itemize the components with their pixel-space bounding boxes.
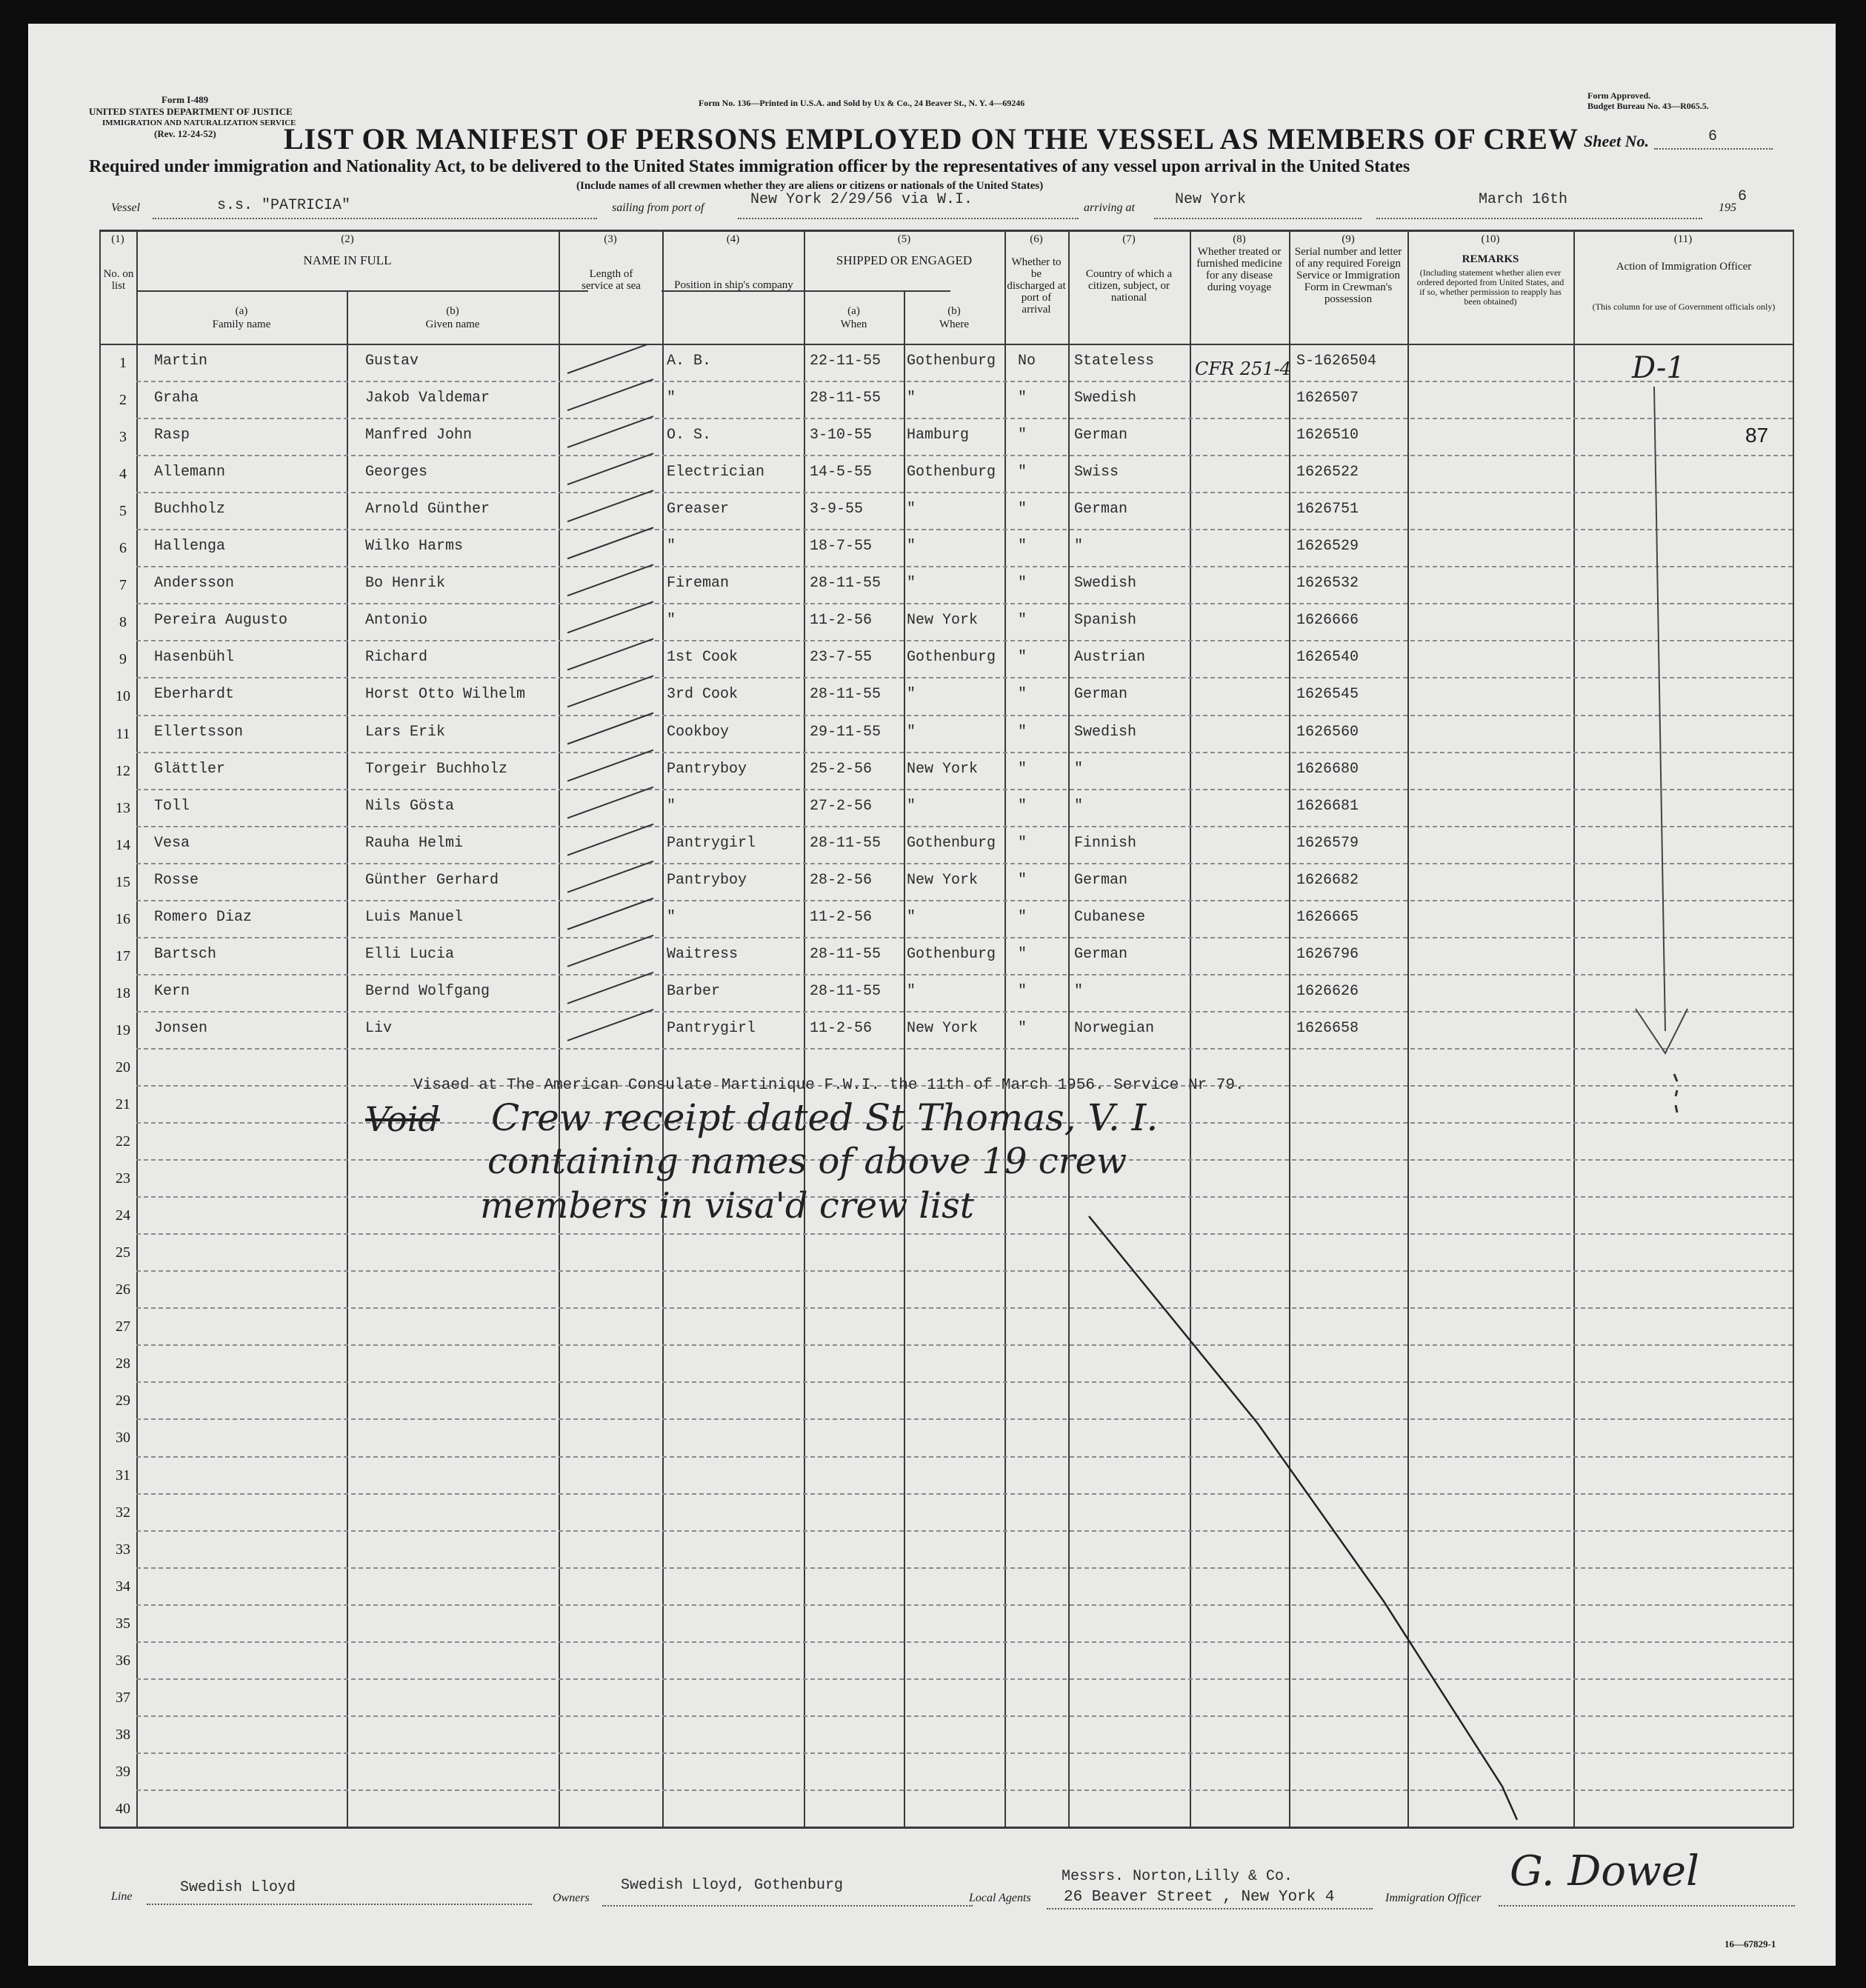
crew-discharged: " — [1018, 1019, 1027, 1037]
form-number: Form I-489 — [161, 94, 209, 105]
crew-when: 28-2-56 — [810, 871, 873, 889]
row-number: 24 — [116, 1207, 130, 1224]
row-number: 27 — [116, 1318, 130, 1335]
crew-given: Günther Gerhard — [365, 871, 499, 889]
crew-family: Kern — [154, 982, 190, 1000]
crew-serial: 1626507 — [1296, 390, 1359, 407]
crew-country: Austrian — [1074, 649, 1146, 667]
crew-when: 18-7-55 — [810, 538, 873, 556]
crew-serial: 1626666 — [1296, 612, 1359, 630]
crew-when: 11-2-56 — [810, 1019, 873, 1037]
row-number: 19 — [116, 1021, 130, 1038]
crew-family: Pereira Augusto — [154, 612, 288, 630]
form-revision: (Rev. 12-24-52) — [154, 128, 216, 139]
crew-serial: 1626540 — [1296, 649, 1359, 667]
crew-when: 11-2-56 — [810, 612, 873, 630]
crew-country: " — [1074, 982, 1084, 1000]
crew-country: German — [1074, 427, 1128, 444]
col-header-where-sub: (b) — [947, 305, 961, 317]
crew-position: Pantryboy — [667, 871, 747, 889]
crew-position: Barber — [667, 982, 721, 1000]
crew-family: Romero Diaz — [154, 908, 253, 926]
crew-serial: 1626510 — [1296, 427, 1359, 444]
crew-given: Nils Gösta — [365, 797, 455, 815]
crew-serial: 1626522 — [1296, 464, 1359, 481]
crew-discharged: " — [1018, 834, 1027, 852]
row-number: 15 — [116, 873, 130, 890]
row-number: 7 — [119, 577, 127, 594]
crew-discharged: " — [1018, 612, 1027, 630]
crew-position: O. S. — [667, 427, 712, 444]
row-number: 34 — [116, 1578, 130, 1595]
arriving-label: arriving at — [1084, 201, 1135, 214]
row-number: 14 — [116, 836, 130, 853]
row-number: 37 — [116, 1689, 130, 1706]
crew-family: Ellertsson — [154, 723, 244, 741]
line-value: Swedish Lloyd — [180, 1879, 296, 1896]
crew-serial: 1626545 — [1296, 686, 1359, 704]
crew-position: Pantrygirl — [667, 834, 756, 852]
row-number: 16 — [116, 910, 130, 927]
crew-position: Pantryboy — [667, 760, 747, 778]
col-header-when: When — [840, 318, 867, 330]
crew-where: Gothenburg — [907, 834, 996, 852]
col-number-3: (3) — [604, 233, 617, 245]
crew-given: Liv — [365, 1019, 393, 1037]
service: IMMIGRATION AND NATURALIZATION SERVICE — [102, 119, 296, 127]
crew-discharged: " — [1018, 686, 1027, 704]
row-number: 6 — [119, 540, 127, 557]
crew-country: Swiss — [1074, 464, 1119, 481]
officer-signature: G. Dowel — [1510, 1847, 1699, 1895]
crew-where: " — [907, 982, 916, 1000]
col-number-11: (11) — [1673, 233, 1693, 245]
crew-serial: 1626796 — [1296, 945, 1359, 963]
form-note: (Include names of all crewmen whether they are aliens or citizens or nationals of the United States) — [576, 180, 1044, 192]
col-header-length: Length of service at sea — [582, 268, 641, 292]
crew-discharged: " — [1018, 538, 1027, 556]
col-header-position: Position in ship's company — [674, 279, 793, 291]
crew-given: Horst Otto Wilhelm — [365, 686, 526, 704]
crew-position: " — [667, 612, 676, 630]
row-number: 12 — [116, 762, 130, 779]
crew-country: Stateless — [1074, 353, 1155, 370]
crew-family: Hasenbühl — [154, 649, 235, 667]
crew-given: Gustav — [365, 353, 419, 370]
crew-serial: 1626560 — [1296, 723, 1359, 741]
crew-given: Jakob Valdemar — [365, 390, 490, 407]
crew-serial: 1626658 — [1296, 1019, 1359, 1037]
crew-country: Cubanese — [1074, 908, 1146, 926]
sheet-label: Sheet No. — [1584, 132, 1649, 150]
row-number: 35 — [116, 1615, 130, 1632]
crew-country: German — [1074, 501, 1128, 518]
crew-discharged: " — [1018, 649, 1027, 667]
crew-family: Vesa — [154, 834, 190, 852]
crew-position: Pantrygirl — [667, 1019, 756, 1037]
crew-serial: 1626529 — [1296, 538, 1359, 556]
vessel-name: s.s. "PATRICIA" — [217, 197, 351, 214]
row-number: 31 — [116, 1467, 130, 1484]
action-annotation: D-1 — [1632, 351, 1685, 385]
row-number: 10 — [116, 688, 130, 705]
row-number: 33 — [116, 1541, 130, 1558]
crew-where: New York — [907, 612, 979, 630]
crew-discharged: " — [1018, 390, 1027, 407]
col-header-given-sub: (b) — [446, 305, 459, 317]
sheet-number: 6 — [1708, 128, 1718, 145]
form-approved: Form Approved. — [1587, 90, 1651, 101]
crew-discharged: " — [1018, 575, 1027, 593]
crew-family: Graha — [154, 390, 199, 407]
crew-serial: 1626680 — [1296, 760, 1359, 778]
row-number: 29 — [116, 1392, 130, 1410]
crew-when: 3-10-55 — [810, 427, 873, 444]
crew-family: Jonsen — [154, 1019, 208, 1037]
crew-where: " — [907, 797, 916, 815]
crew-when: 28-11-55 — [810, 945, 882, 963]
crew-country: Swedish — [1074, 575, 1137, 593]
col-number-4: (4) — [726, 233, 740, 245]
crew-discharged: " — [1018, 501, 1027, 518]
col-header-action: Action of Immigration Officer — [1616, 261, 1752, 273]
department: UNITED STATES DEPARTMENT OF JUSTICE — [89, 106, 293, 117]
col-number-1: (1) — [111, 233, 124, 245]
crew-when: 29-11-55 — [810, 723, 882, 741]
crew-position: 3rd Cook — [667, 686, 739, 704]
crew-position: Greaser — [667, 501, 730, 518]
pen-marks — [28, 24, 1836, 1966]
col-number-6: (6) — [1030, 233, 1043, 245]
crew-country: Spanish — [1074, 612, 1137, 630]
col-header-when-sub: (a) — [847, 305, 860, 317]
row-number: 40 — [116, 1800, 130, 1817]
crew-given: Richard — [365, 649, 428, 667]
crew-country: " — [1074, 760, 1084, 778]
crew-position: " — [667, 538, 676, 556]
row-number: 11 — [116, 725, 130, 742]
crew-family: Buchholz — [154, 501, 226, 518]
officer-label: Immigration Officer — [1385, 1892, 1482, 1904]
crew-country: German — [1074, 686, 1128, 704]
crew-serial: 1626665 — [1296, 908, 1359, 926]
footer-code: 16—67829-1 — [1725, 1938, 1776, 1949]
row-number: 28 — [116, 1355, 130, 1372]
row-number: 38 — [116, 1726, 130, 1743]
line-label: Line — [111, 1890, 133, 1903]
crew-given: Wilko Harms — [365, 538, 464, 556]
crew-where: New York — [907, 1019, 979, 1037]
crew-when: 14-5-55 — [810, 464, 873, 481]
crew-family: Eberhardt — [154, 686, 235, 704]
crew-where: New York — [907, 760, 979, 778]
crew-when: 11-2-56 — [810, 908, 873, 926]
crew-where: " — [907, 686, 916, 704]
col-number-10: (10) — [1481, 233, 1500, 245]
crew-given: Rauha Helmi — [365, 834, 464, 852]
crew-where: Gothenburg — [907, 464, 996, 481]
row-number: 21 — [116, 1096, 130, 1113]
crew-discharged: " — [1018, 982, 1027, 1000]
crew-position: Waitress — [667, 945, 739, 963]
crew-where: " — [907, 501, 916, 518]
crew-serial: 1626579 — [1296, 834, 1359, 852]
row-number: 18 — [116, 984, 130, 1001]
crew-position: " — [667, 908, 676, 926]
row-number: 5 — [119, 503, 127, 520]
crew-where: New York — [907, 871, 979, 889]
crew-when: 25-2-56 — [810, 760, 873, 778]
col-number-8: (8) — [1233, 233, 1246, 245]
row-number: 32 — [116, 1504, 130, 1521]
crew-serial: S-1626504 — [1296, 353, 1377, 370]
col-header-no: No. on list — [103, 268, 134, 292]
row-number: 9 — [119, 651, 127, 668]
treated-annotation: CFR 251-4 — [1195, 358, 1291, 379]
crew-country: Swedish — [1074, 723, 1137, 741]
crew-serial: 1626682 — [1296, 871, 1359, 889]
crew-family: Toll — [154, 797, 190, 815]
crew-family: Hallenga — [154, 538, 226, 556]
crew-discharged: No — [1018, 353, 1036, 370]
crew-when: 28-11-55 — [810, 686, 882, 704]
struck-word: Void — [365, 1099, 440, 1139]
crew-given: Antonio — [365, 612, 428, 630]
crew-where: " — [907, 575, 916, 593]
row-number: 22 — [116, 1133, 130, 1150]
col-header-remarks-note: (Including statement whether alien ever ordered deported from United States, and if so, whether permission to reapply has been obtained) — [1416, 267, 1565, 307]
col-number-7: (7) — [1122, 233, 1136, 245]
crew-where: " — [907, 538, 916, 556]
crew-given: Arnold Günther — [365, 501, 490, 518]
col-header-family: Family name — [212, 318, 271, 330]
row-number: 39 — [116, 1763, 130, 1780]
col-header-discharged: Whether to be discharged at port of arrival — [1007, 256, 1066, 316]
crew-country: " — [1074, 538, 1084, 556]
crew-where: Gothenburg — [907, 353, 996, 370]
row-number: 36 — [116, 1652, 130, 1669]
row-number: 1 — [119, 355, 127, 371]
col-header-treated: Whether treated or furnished medicine for any disease during voyage — [1196, 246, 1282, 293]
crew-discharged: " — [1018, 464, 1027, 481]
crew-when: 23-7-55 — [810, 649, 873, 667]
sailing-label: sailing from port of — [612, 201, 704, 214]
col-header-action-note: (This column for use of Government officials only) — [1592, 301, 1776, 312]
crew-discharged: " — [1018, 908, 1027, 926]
crew-position: A. B. — [667, 353, 712, 370]
col-header-remarks: REMARKS — [1462, 253, 1519, 265]
row-number: 25 — [116, 1244, 130, 1261]
row-number: 13 — [116, 799, 130, 816]
page-number: 87 — [1745, 424, 1769, 447]
crew-given: Lars Erik — [365, 723, 446, 741]
crew-when: 22-11-55 — [810, 353, 882, 370]
visa-note: Visaed at The American Consulate Martinique F.W.I. the 11th of March 1956. Service Nr 79. — [413, 1077, 1244, 1094]
crew-given: Georges — [365, 464, 428, 481]
row-number: 23 — [116, 1170, 130, 1187]
crew-when: 28-11-55 — [810, 834, 882, 852]
crew-discharged: " — [1018, 427, 1027, 444]
crew-when: 28-11-55 — [810, 575, 882, 593]
col-header-family-sub: (a) — [235, 305, 248, 317]
agents-label: Local Agents — [969, 1892, 1031, 1904]
crew-family: Rasp — [154, 427, 190, 444]
crew-where: " — [907, 390, 916, 407]
crew-where: " — [907, 723, 916, 741]
crew-discharged: " — [1018, 945, 1027, 963]
crew-discharged: " — [1018, 871, 1027, 889]
owners-value: Swedish Lloyd, Gothenburg — [621, 1877, 844, 1894]
owners-label: Owners — [553, 1892, 590, 1904]
row-number: 17 — [116, 947, 130, 964]
col-header-given: Given name — [425, 318, 480, 330]
crew-where: Hamburg — [907, 427, 970, 444]
crew-country: Swedish — [1074, 390, 1137, 407]
agents-line-2: 26 Beaver Street , New York 4 — [1064, 1889, 1335, 1906]
arriving-at: New York — [1175, 191, 1247, 208]
manifest-sheet — [28, 24, 1836, 1966]
crew-country: Norwegian — [1074, 1019, 1155, 1037]
row-number: 26 — [116, 1281, 130, 1298]
col-header-name: NAME IN FULL — [303, 253, 392, 267]
crew-family: Allemann — [154, 464, 226, 481]
crew-position: Electrician — [667, 464, 765, 481]
crew-serial: 1626751 — [1296, 501, 1359, 518]
handwritten-line-1: Crew receipt dated St Thomas, V. I. — [491, 1096, 1159, 1139]
crew-country: German — [1074, 871, 1128, 889]
row-number: 3 — [119, 429, 127, 446]
crew-position: Cookboy — [667, 723, 730, 741]
col-header-where: Where — [939, 318, 969, 330]
sailing-from: New York 2/29/56 via W.I. — [750, 191, 973, 208]
col-header-shipped: SHIPPED OR ENGAGED — [836, 253, 973, 267]
row-number: 30 — [116, 1430, 130, 1447]
row-number: 20 — [116, 1058, 130, 1075]
col-header-country: Country of which a citizen, subject, or national — [1085, 268, 1173, 304]
row-number: 4 — [119, 466, 127, 483]
form-title: LIST OR MANIFEST OF PERSONS EMPLOYED ON THE VESSEL AS MEMBERS OF CREW — [284, 122, 1579, 156]
row-number: 8 — [119, 614, 127, 631]
crew-where: Gothenburg — [907, 945, 996, 963]
col-number-9: (9) — [1342, 233, 1355, 245]
crew-where: Gothenburg — [907, 649, 996, 667]
crew-given: Bernd Wolfgang — [365, 982, 490, 1000]
col-number-5: (5) — [897, 233, 911, 245]
crew-country: German — [1074, 945, 1128, 963]
crew-discharged: " — [1018, 797, 1027, 815]
agents-line-1: Messrs. Norton,Lilly & Co. — [1062, 1868, 1293, 1885]
crew-discharged: " — [1018, 723, 1027, 741]
crew-position: 1st Cook — [667, 649, 739, 667]
crew-position: Fireman — [667, 575, 730, 593]
crew-given: Manfred John — [365, 427, 473, 444]
crew-position: " — [667, 797, 676, 815]
form-subtitle: Required under immigration and Nationality Act, to be delivered to the United States immigration officer by the representatives of any vessel upon arrival in the United States — [89, 157, 1410, 176]
handwritten-line-2: containing names of above 19 crew — [487, 1141, 1127, 1182]
crew-given: Torgeir Buchholz — [365, 760, 508, 778]
crew-country: " — [1074, 797, 1084, 815]
crew-given: Luis Manuel — [365, 908, 464, 926]
crew-serial: 1626681 — [1296, 797, 1359, 815]
crew-when: 28-11-55 — [810, 390, 882, 407]
crew-where: " — [907, 908, 916, 926]
vessel-label: Vessel — [111, 201, 141, 214]
crew-country: Finnish — [1074, 834, 1137, 852]
year-suffix: 6 — [1738, 188, 1747, 205]
crew-family: Rosse — [154, 871, 199, 889]
crew-position: " — [667, 390, 676, 407]
crew-given: Bo Henrik — [365, 575, 446, 593]
col-number-2: (2) — [341, 233, 354, 245]
crew-family: Martin — [154, 353, 208, 370]
crew-when: 27-2-56 — [810, 797, 873, 815]
crew-family: Bartsch — [154, 945, 217, 963]
handwritten-line-3: members in visa'd crew list — [480, 1185, 975, 1227]
crew-when: 28-11-55 — [810, 982, 882, 1000]
crew-family: Glättler — [154, 760, 226, 778]
crew-serial: 1626626 — [1296, 982, 1359, 1000]
printer-note: Form No. 136—Printed in U.S.A. and Sold by Ux & Co., 24 Beaver St., N. Y. 4—69246 — [699, 98, 1025, 108]
row-number: 2 — [119, 392, 127, 409]
year-prefix: 195 — [1719, 201, 1736, 214]
crew-when: 3-9-55 — [810, 501, 864, 518]
crew-given: Elli Lucia — [365, 945, 455, 963]
crew-discharged: " — [1018, 760, 1027, 778]
arrival-date: March 16th — [1479, 191, 1568, 208]
crew-serial: 1626532 — [1296, 575, 1359, 593]
budget-bureau: Budget Bureau No. 43—R065.5. — [1587, 101, 1709, 111]
col-header-serial: Serial number and letter of any required Foreign Service or Immigration Form in Crewman's possession — [1294, 246, 1402, 305]
crew-family: Andersson — [154, 575, 235, 593]
